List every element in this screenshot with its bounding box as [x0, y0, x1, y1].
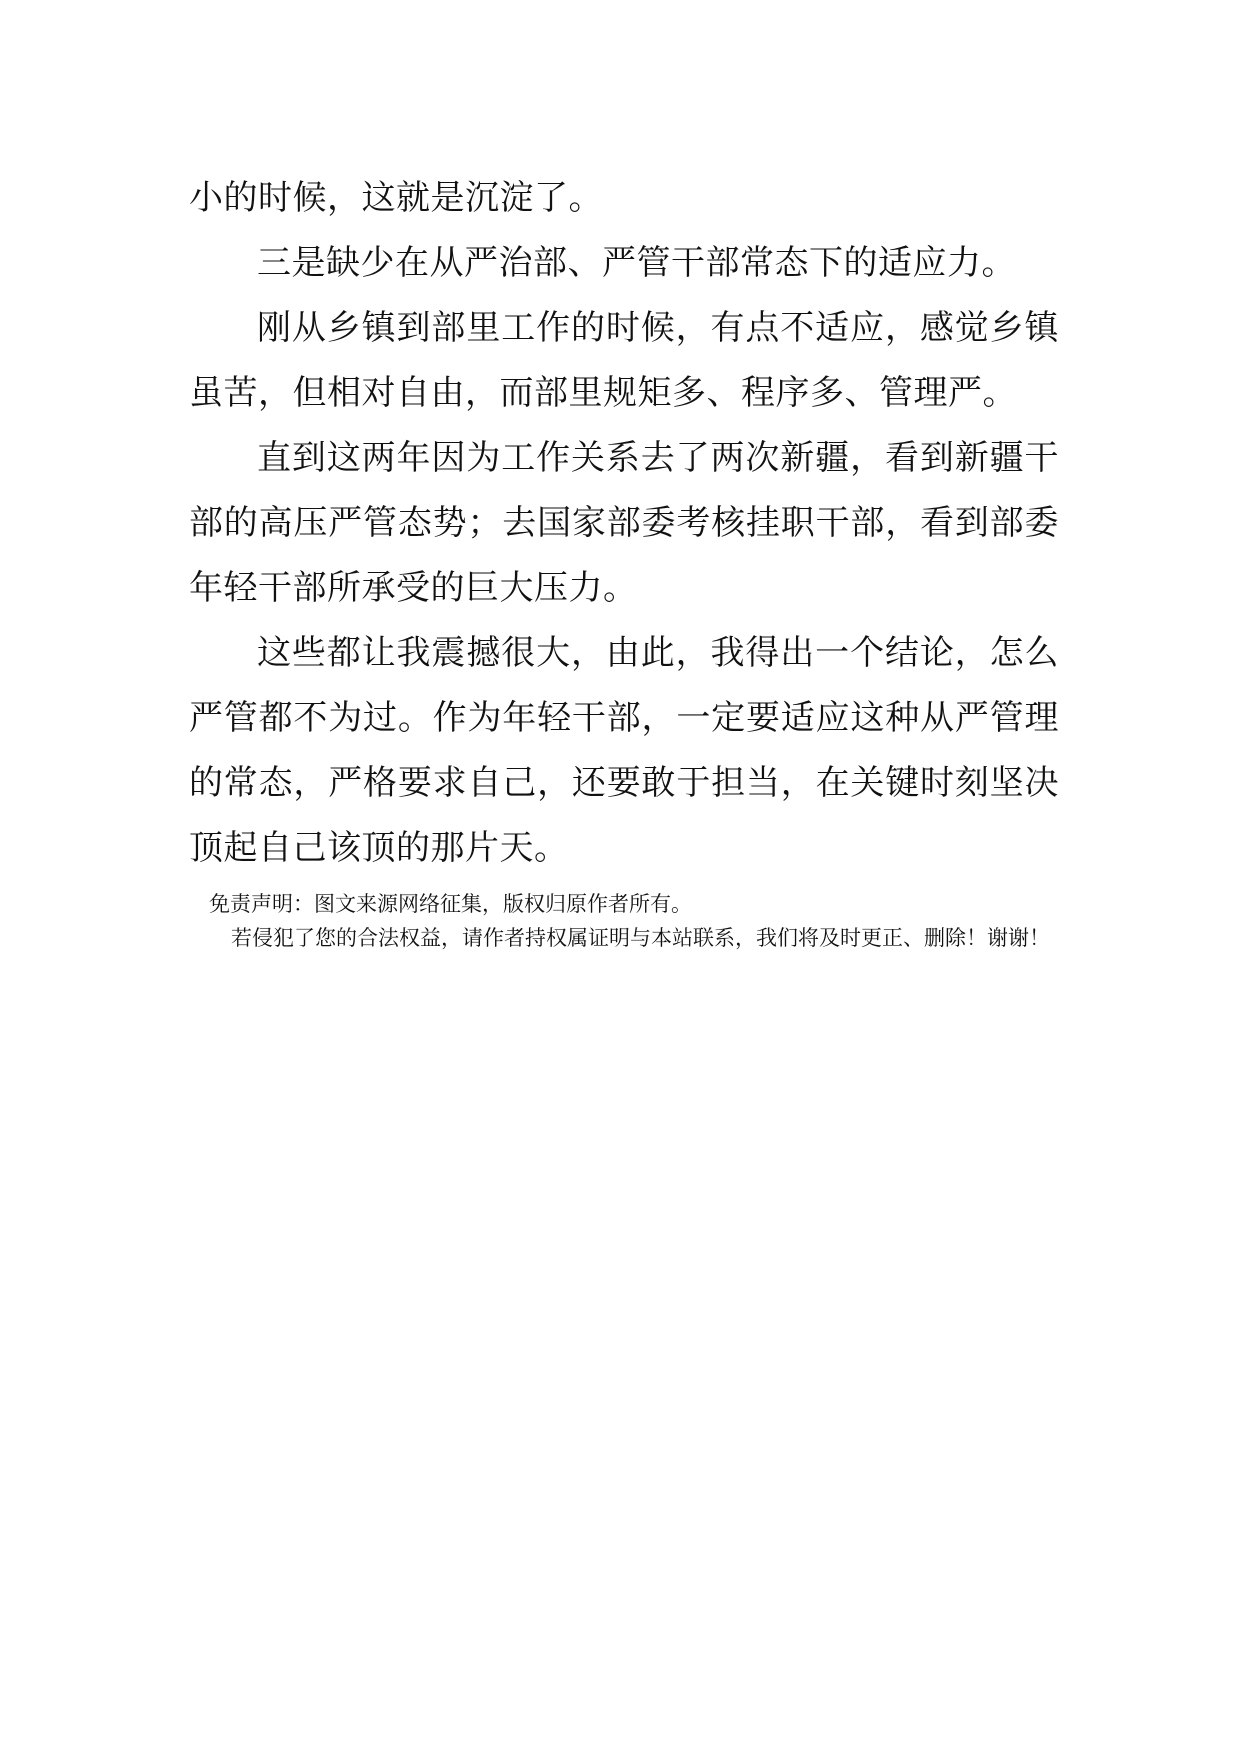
paragraph-xinjiang-visit: 直到这两年因为工作关系去了两次新疆，看到新疆干部的高压严管态势；去国家部委考核挂职干部，看到部委年轻干部所承受的巨大压力。 [189, 438, 1059, 608]
paragraph-heading-point-three: 三是缺少在从严治部、严管干部常态下的适应力。 [257, 243, 1016, 283]
document-body [189, 166, 1059, 955]
paragraph-township-experience: 刚从乡镇到部里工作的时候，有点不适应，感觉乡镇虽苦，但相对自由，而部里规矩多、程序多、管理严。 [189, 308, 1059, 413]
disclaimer-block [189, 887, 1059, 955]
paragraph-conclusion: 这些都让我震撼很大，由此，我得出一个结论，怎么严管都不为过。作为年轻干部，一定要适应这种从严管理的常态，严格要求自己，还要敢于担当，在关键时刻坚决顶起自己该顶的那片天。 [189, 633, 1059, 868]
disclaimer-line-1: 免责声明：图文来源网络征集，版权归原作者所有。 [209, 892, 692, 916]
paragraph-continuation: 小的时候，这就是沉淀了。 [189, 178, 603, 218]
disclaimer-line-2: 若侵犯了您的合法权益，请作者持权属证明与本站联系，我们将及时更正、删除！谢谢！ [231, 926, 1050, 950]
